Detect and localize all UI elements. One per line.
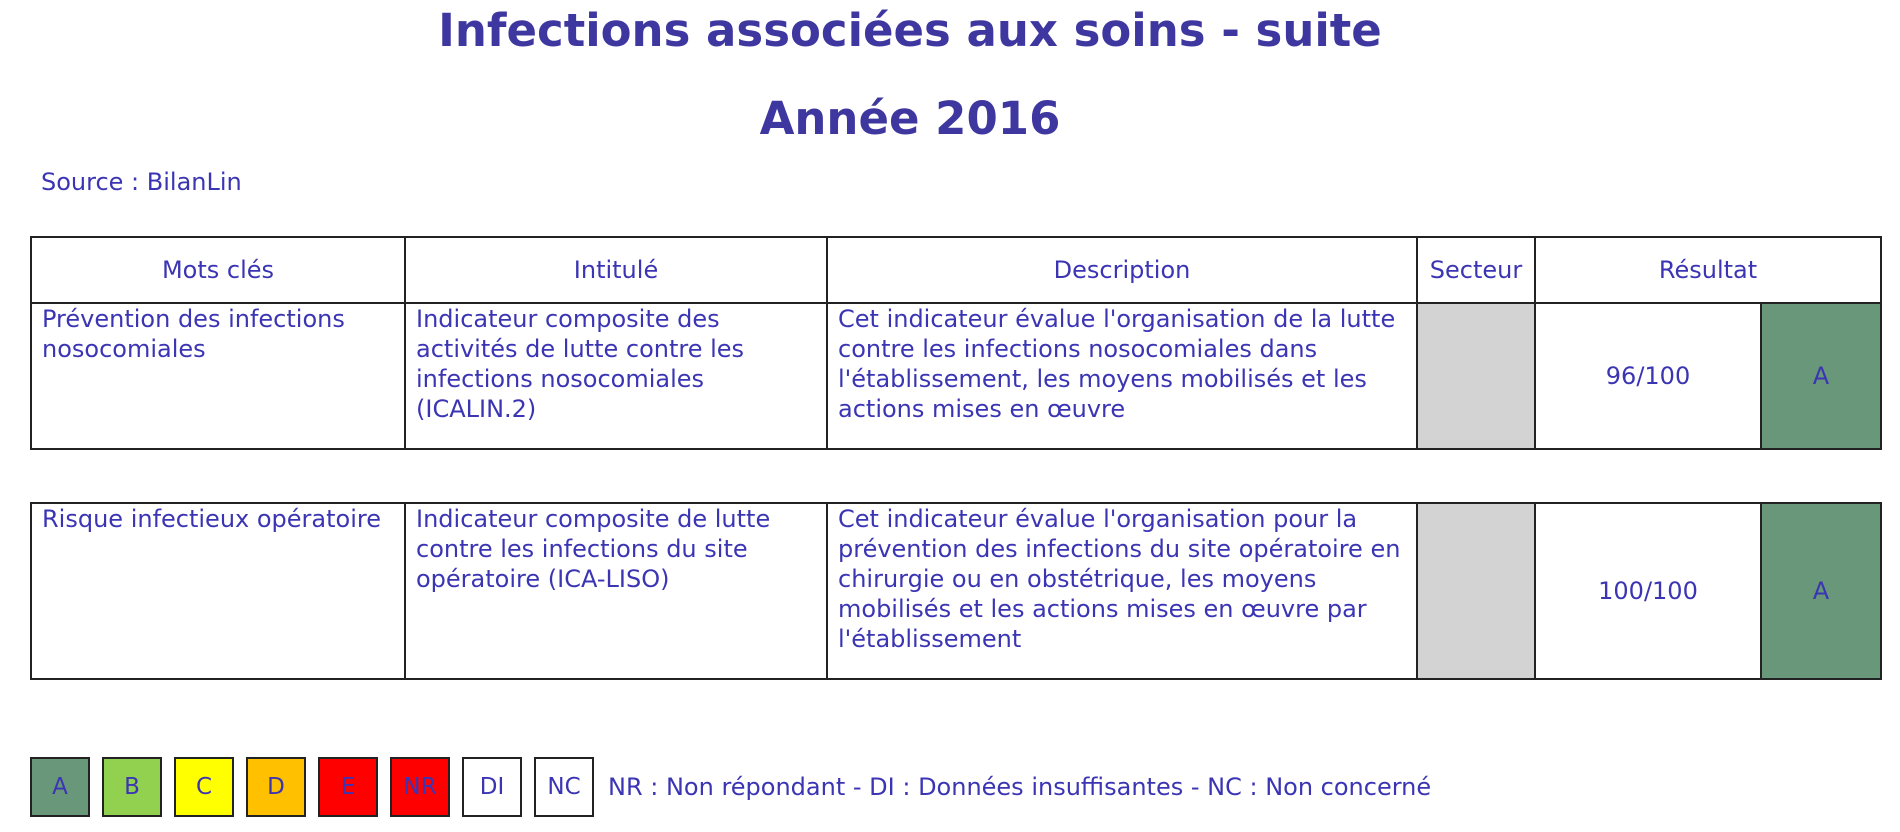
source-label: Source : BilanLin [41, 168, 242, 196]
header-sector: Secteur [1417, 237, 1535, 303]
indicator-table-1 [30, 236, 1882, 450]
header-title: Intitulé [405, 237, 827, 303]
table-header-row [31, 237, 1881, 303]
cell-title: Indicateur composite des activités de lutte contre les infections nosocomiales (ICALIN.2) [405, 303, 827, 449]
legend-box-nr: NR [390, 757, 450, 817]
header-keywords: Mots clés [31, 237, 405, 303]
legend-box-c: C [174, 757, 234, 817]
cell-keywords: Prévention des infections nosocomiales [31, 303, 405, 449]
grade-legend [30, 757, 1431, 817]
legend-text: NR : Non répondant - DI : Données insuffisantes - NC : Non concerné [608, 773, 1432, 801]
cell-description: Cet indicateur évalue l'organisation pour la prévention des infections du site opératoire en chirurgie ou en obstétrique, les moyens mobilisés et les actions mises en œuvre par l'établissement [827, 503, 1417, 679]
cell-grade: A [1761, 503, 1881, 679]
page-subtitle-year: Année 2016 [759, 92, 1061, 145]
header-description: Description [827, 237, 1417, 303]
legend-box-e: E [318, 757, 378, 817]
cell-title: Indicateur composite de lutte contre les infections du site opératoire (ICA-LISO) [405, 503, 827, 679]
header-result: Résultat [1535, 237, 1881, 303]
indicator-table-2 [30, 502, 1882, 680]
legend-box-d: D [246, 757, 306, 817]
cell-grade: A [1761, 303, 1881, 449]
legend-box-b: B [102, 757, 162, 817]
cell-result: 96/100 [1535, 303, 1761, 449]
legend-box-a: A [30, 757, 90, 817]
cell-description: Cet indicateur évalue l'organisation de la lutte contre les infections nosocomiales dans l'établissement, les moyens mobilisés et les actions mises en œuvre [827, 303, 1417, 449]
cell-sector [1417, 503, 1535, 679]
page-title: Infections associées aux soins - suite [438, 4, 1382, 57]
cell-sector [1417, 303, 1535, 449]
legend-box-di: DI [462, 757, 522, 817]
table-row [31, 303, 1881, 449]
table-row [31, 503, 1881, 679]
cell-keywords: Risque infectieux opératoire [31, 503, 405, 679]
cell-result: 100/100 [1535, 503, 1761, 679]
legend-box-nc: NC [534, 757, 594, 817]
